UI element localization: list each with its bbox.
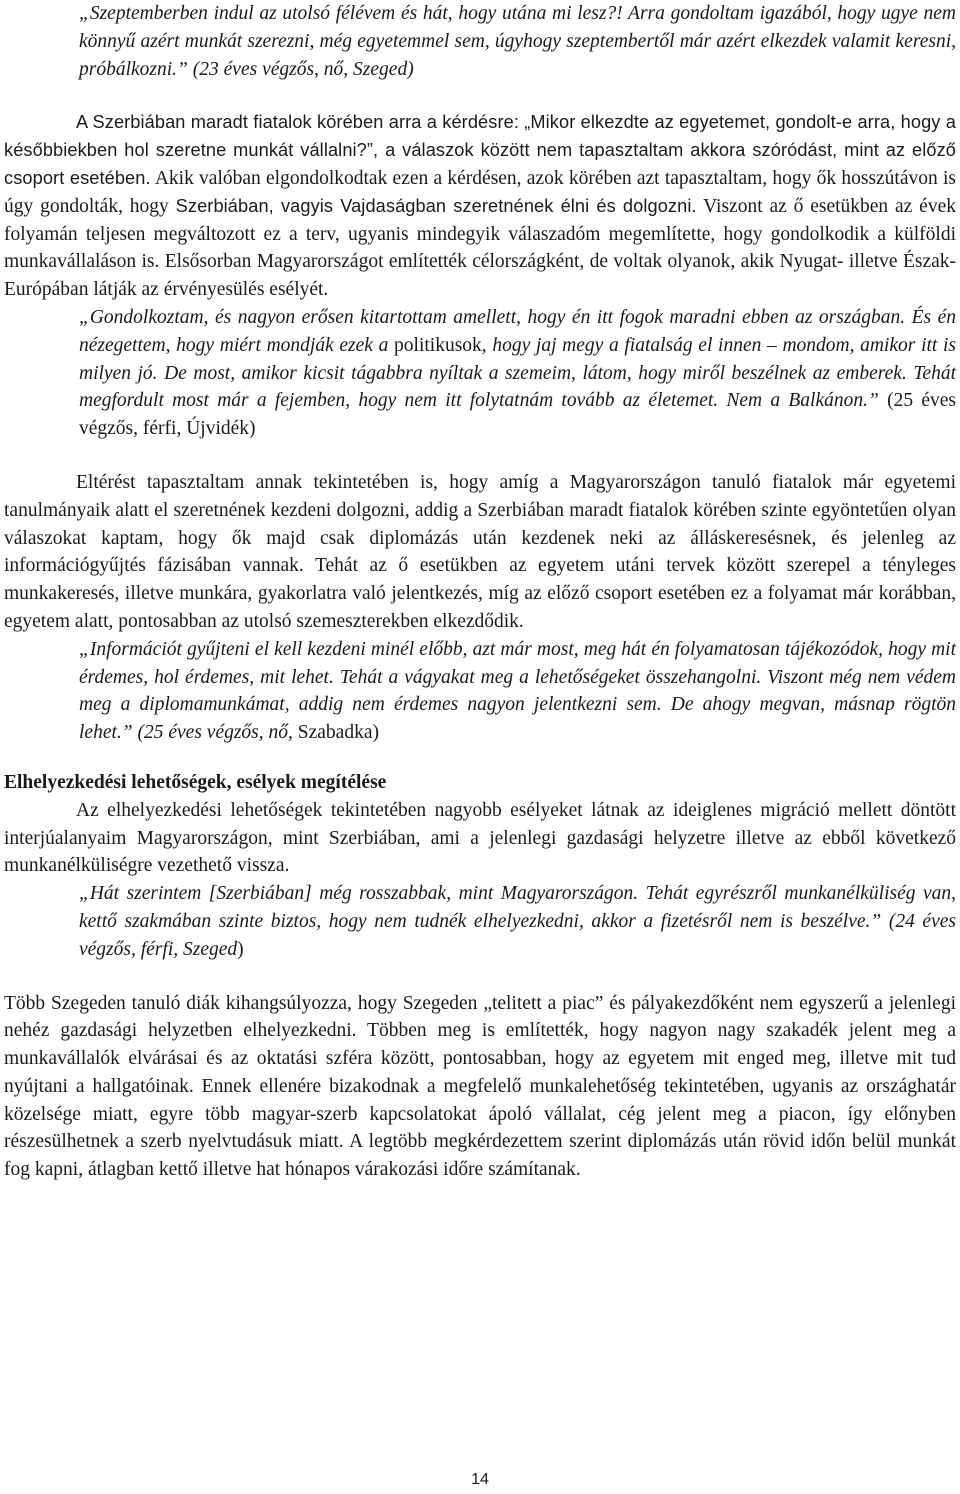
quote-4: [79, 880, 956, 963]
section-heading: Elhelyezkedési lehetőségek, esélyek megítélése: [4, 771, 387, 793]
quote-1-text: „Szeptemberben indul az utolsó félévem és hát, hogy utána mi lesz?! Arra gondoltam igazából, hogy ugye nem könnyű azért munkát szerezni, még egyetemmel sem, úgyhogy szeptembertől már azért elkezdek valamit keresni, próbálkozni.”: [79, 3, 956, 80]
paragraph-3: Az elhelyezkedési lehetőségek tekintetében nagyobb esélyeket látnak az ideiglenes migráció mellett döntött interjúalanyaim Magyarországon, mint Szerbiában, ami a jelenlegi gazdasági helyzetre illetve az ebből következő munkanélküliségre vezethető vissza.: [4, 799, 956, 877]
quote-4-text: „Hát szerintem [Szerbiában] még rosszabbak, mint Magyarországon. Tehát egyrészről munkanélküliség van, kettő szakmában szinte biztos, hogy nem tudnék elhelyezkedni, akkor a fizetésről nem is beszélve.” (24 éves végzős, férfi, Szeged: [79, 883, 956, 960]
paragraph-1-part-c: Szerbiában, vagyis Vajdaságban szeretnének élni és dolgozni.: [175, 195, 697, 216]
quote-3-place: Szabadka): [297, 722, 379, 744]
quote-3: [79, 636, 956, 747]
quote-2-part-a: „Gondolkoztam, és nagyon erősen kitartottam amellett, hogy én itt fogok maradni ebben az országban. És én nézegettem, hogy miért mondják ezek a: [79, 306, 956, 356]
paragraph-1-part-a: A Szerbiában maradt fiatalok körében arra a kérdésre: „Mikor elkezdte az egyetemet, gondolt-e arra, hogy a későbbiekben hol szeretne munkát vállalni?”, a válaszok között nem tapasztaltam akkora szóródást, mint az előző csoport esetében.: [4, 112, 956, 188]
quote-3-text: „Információt gyűjteni el kell kezdeni minél előbb, azt már most, meg hát én folyamatosan tájékozódok, hogy mit érdemes, hol érdemes, mit lehet. Tehát a vágyakat meg a lehetőségeket összehangolni. Viszont még nem védem meg a diplomamunkámat, addig nem érdemes nagyon jelentkezni sem. De ahogy megvan, másnap rögtön lehet.” (25 éves végzős, nő,: [79, 638, 956, 744]
quote-2-part-b: politikusok: [394, 334, 482, 356]
quote-4-close: ): [237, 938, 244, 960]
paragraph-2: Eltérést tapasztaltam annak tekintetében is, hogy amíg a Magyarországon tanuló fiatalok már egyetemi tanulmányaik alatt el szeretnének kezdeni dolgozni, addig a Szerbiában maradt fiatalok körében szinte egyöntetűen olyan válaszokat kaptam, hogy ők majd csak diplomázás után kezdenek neki az álláskeresésnek, és jelenleg az információgyűjtés fázisában vannak. Tehát az ő esetükben az egyetem utáni tervek között szerepel a tényleges munkakeresés, illetve munkára, gyakorlatra való jelentkezés, míg az előző csoport esetében ez a folyamat már korábban, egyetem alatt, pontosabban az utolsó szemeszterekben elkezdődik.: [4, 471, 956, 632]
page-number: 14: [471, 1471, 489, 1488]
quote-1: [79, 0, 956, 83]
paragraph-4: Több Szegeden tanuló diák kihangsúlyozza, hogy Szegeden „telitett a piac” és pályakezdőként nem egyszerű a jelenlegi nehéz gazdasági helyzetben elhelyezkedni. Többen meg is említették, hogy nagyon nagy szakadék jelent meg a munkavállalók elvárásai és az oktatási szféra között, pontosabban, hogy az egyetem mit enged meg, illetve mit tud nyújtani a hallgatóinak. Ennek ellenére bizakodnak a megfelelő munkalehetőség tekintetében, ugyanis az országhatár közelsége miatt, egyre több magyar-szerb kapcsolatokat ápoló vállalat, cég jelent meg a piacon, így előnyben részesülhetnek a szerb nyelvtudásuk miatt. A legtöbb megkérdezettem szerint diplomázás után rövid időn belül munkát fog kapni, átlagban kettő illetve hat hónapos várakozási időre számítanak.: [4, 992, 956, 1181]
quote-2: [79, 304, 956, 443]
paragraph-1-part-b: Akik valóban elgondolkodtak ezen a kérdésen, azok körében azt tapasztaltam, hogy ők hosszútávon is úgy gondolták, hogy: [4, 167, 956, 217]
quote-1-source: (23 éves végzős, nő, Szeged): [187, 58, 414, 80]
paragraph-1: [4, 109, 956, 304]
paragraph-1-part-d: Viszont az ő esetükben az évek folyamán teljesen megváltozott ez a terv, ugyanis mindegyik válaszadóm megemlítette, hogy gondolkodik a külföldi munkavállaláson is. Elsősorban Magyarországot említették célországként, de voltak olyanok, akik Nyugat- illetve Észak- Európában látják az érvényesülés esélyét.: [4, 195, 956, 301]
quote-2-part-c: , hogy jaj megy a fiatalság el innen – mondom, amikor itt is milyen jó. De most, amikor kicsit tágabbra nyíltak a szemeim, látom, hogy miről beszélnek az emberek. Tehát megfordult most már a fejemben, hogy nem itt folytatnám tovább az életemet. Nem a Balkánon.”: [79, 334, 956, 412]
quote-2-source: (25 éves végzős, férfi, Újvidék): [79, 390, 956, 440]
